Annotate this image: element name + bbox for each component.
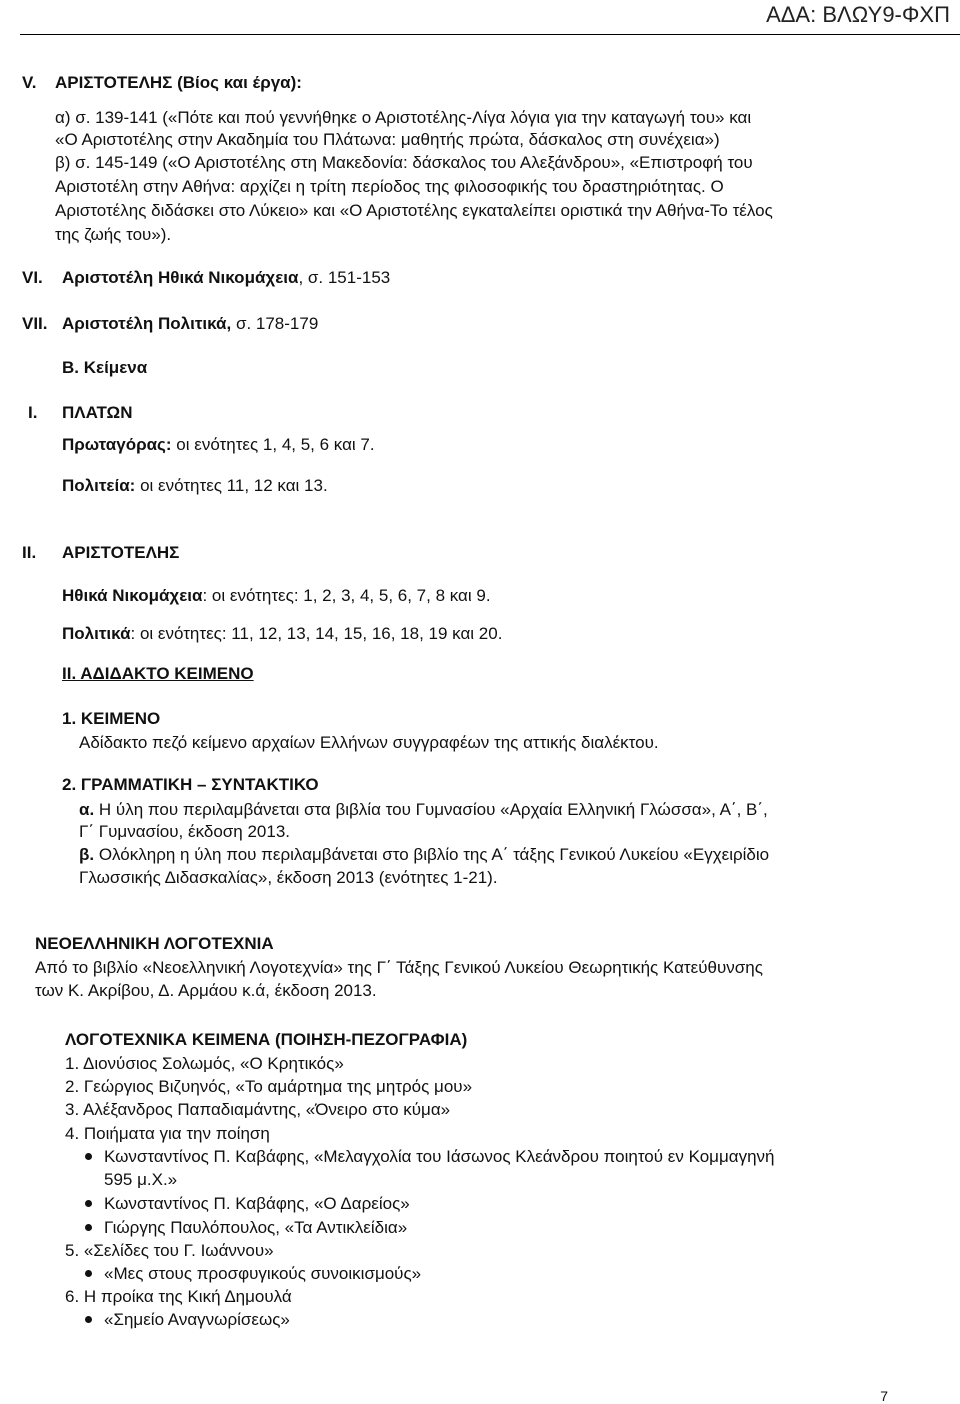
neoelliniki-heading: ΝΕΟΕΛΛΗΝΙΚΗ ΛΟΓΟΤΕΧΝΙΑ xyxy=(35,934,274,953)
grammatiki-a-line2: Γ΄ Γυμνασίου, έκδοση 2013. xyxy=(79,822,290,841)
section-v-line: της ζωής του»). xyxy=(55,225,172,244)
item-text: Ολόκληρη η ύλη που περιλαμβάνεται στο βιβλίο της Α΄ τάξης Γενικού Λυκείου «Εγχειρίδιο xyxy=(94,845,770,864)
keimena-heading: Β. Κείμενα xyxy=(62,358,148,377)
header-rule xyxy=(20,34,960,35)
neoelliniki-line: Από το βιβλίο «Νεοελληνική Λογοτεχνία» της Γ΄ Τάξης Γενικού Λυκείου Θεωρητικής Κατεύθυνσης xyxy=(35,958,763,977)
page-number: 7 xyxy=(880,1388,888,1404)
logotexnika-item: 2. Γεώργιος Βιζυηνός, «Το αμάρτημα της μητρός μου» xyxy=(65,1077,473,1096)
section-vii-number: VII. xyxy=(22,314,48,333)
poem-item-continued: 595 μ.Χ.» xyxy=(104,1170,178,1189)
section-vi-title: Αριστοτέλη Ηθικά Νικομάχεια xyxy=(62,268,299,287)
item-label: β. xyxy=(79,845,95,864)
work-sections: : οι ενότητες: 11, 12, 13, 14, 15, 16, 18, 19 και 20. xyxy=(130,624,503,643)
logotexnika-item: 6. Η προίκα της Κική Δημουλά xyxy=(65,1287,292,1306)
section-vi-line xyxy=(62,267,390,289)
platon-title: ΠΛΑΤΩΝ xyxy=(62,403,133,422)
section-v-line: Αριστοτέλης διδάσκει στο Λύκειο» και «Ο Αριστοτέλης εγκαταλείπει οριστικά την Αθήνα-Το τέλος xyxy=(55,201,773,220)
section-vii-line xyxy=(62,313,318,335)
work-sections: οι ενότητες 11, 12 και 13. xyxy=(135,476,328,495)
aristotelis-item xyxy=(62,623,502,645)
keimeno-text: Αδίδακτο πεζό κείμενο αρχαίων Ελλήνων συγγραφέων της αττικής διαλέκτου. xyxy=(79,733,659,752)
section-v-line: β) σ. 145-149 («Ο Αριστοτέλης στη Μακεδονία: δάσκαλος του Αλεξάνδρου», «Επιστροφή του xyxy=(55,153,753,172)
work-title: Πολιτεία: xyxy=(62,476,136,495)
bullet-icon xyxy=(85,1200,92,1207)
aristotelis-title: ΑΡΙΣΤΟΤΕΛΗΣ xyxy=(62,543,180,562)
bullet-icon xyxy=(85,1316,92,1323)
section-vii-pages: σ. 178-179 xyxy=(231,314,319,333)
item-text: Η ύλη που περιλαμβάνεται στα βιβλία του Γυμνασίου «Αρχαία Ελληνική Γλώσσα», Α΄, Β΄, xyxy=(94,800,768,819)
work-title: Πρωταγόρας: xyxy=(62,435,172,454)
work-title: Πολιτικά xyxy=(62,624,131,643)
logotexnika-item: 3. Αλέξανδρος Παπαδιαμάντης, «Όνειρο στο κύμα» xyxy=(65,1100,451,1119)
platon-item xyxy=(62,475,328,497)
adidakto-heading: ΙΙ. ΑΔΙΔΑΚΤΟ ΚΕΙΜΕΝΟ xyxy=(62,664,254,683)
aristotelis-number: ΙΙ. xyxy=(22,543,37,562)
neoelliniki-line: των Κ. Ακρίβου, Δ. Αρμάου κ.ά, έκδοση 2013. xyxy=(35,981,377,1000)
section-v-number: V. xyxy=(22,73,37,92)
grammatiki-b-line xyxy=(79,844,769,866)
section-v-title: ΑΡΙΣΤΟΤΕΛΗΣ (Βίος και έργα): xyxy=(55,73,302,92)
aristotelis-item xyxy=(62,585,491,607)
poem-item: Γιώργης Παυλόπουλος, «Τα Αντικλείδια» xyxy=(104,1218,408,1237)
section-v-line: «Ο Αριστοτέλης στην Ακαδημία του Πλάτωνα: μαθητής πρώτα, δάσκαλος στη συνέχεια») xyxy=(55,130,720,149)
bullet-icon xyxy=(85,1270,92,1277)
poem-item: «Μες στους προσφυγικούς συνοικισμούς» xyxy=(104,1264,422,1283)
logotexnika-item: 4. Ποιήματα για την ποίηση xyxy=(65,1124,270,1143)
platon-number: Ι. xyxy=(28,403,38,422)
grammatiki-b-line2: Γλωσσικής Διδασκαλίας», έκδοση 2013 (ενότητες 1-21). xyxy=(79,868,498,887)
logotexnika-heading: ΛΟΓΟΤΕΧΝΙΚΑ ΚΕΙΜΕΝΑ (ΠΟΙΗΣΗ-ΠΕΖΟΓΡΑΦΙΑ) xyxy=(65,1030,468,1049)
section-vii-title: Αριστοτέλη Πολιτικά, xyxy=(62,314,232,333)
section-vi-number: VI. xyxy=(22,268,43,287)
bullet-icon xyxy=(85,1153,92,1160)
section-vi-pages: , σ. 151-153 xyxy=(298,268,391,287)
poem-item: Κωνσταντίνος Π. Καβάφης, «Ο Δαρείος» xyxy=(104,1194,410,1213)
document-code-header: ΑΔΑ: ΒΛΩΥ9-ΦΧΠ xyxy=(766,2,950,27)
logotexnika-item: 5. «Σελίδες του Γ. Ιωάννου» xyxy=(65,1241,274,1260)
platon-item xyxy=(62,434,375,456)
item-label: α. xyxy=(79,800,95,819)
work-sections: : οι ενότητες: 1, 2, 3, 4, 5, 6, 7, 8 και 9. xyxy=(202,586,491,605)
work-title: Ηθικά Νικομάχεια xyxy=(62,586,203,605)
poem-item: «Σημείο Αναγνωρίσεως» xyxy=(104,1310,290,1329)
logotexnika-item: 1. Διονύσιος Σολωμός, «Ο Κρητικός» xyxy=(65,1054,344,1073)
section-v-line: α) σ. 139-141 («Πότε και πού γεννήθηκε ο Αριστοτέλης-Λίγα λόγια για την καταγωγή του» και xyxy=(55,108,752,127)
keimeno-title: 1. ΚΕΙΜΕΝΟ xyxy=(62,709,161,728)
grammatiki-a-line xyxy=(79,799,768,821)
poem-item: Κωνσταντίνος Π. Καβάφης, «Μελαγχολία του Ιάσωνος Κλεάνδρου ποιητού εν Κομμαγηνή xyxy=(104,1147,775,1166)
work-sections: οι ενότητες 1, 4, 5, 6 και 7. xyxy=(171,435,375,454)
grammatiki-title: 2. ΓΡΑΜΜΑΤΙΚΗ – ΣΥΝΤΑΚΤΙΚΟ xyxy=(62,775,319,794)
bullet-icon xyxy=(85,1224,92,1231)
section-v-line: Αριστοτέλη στην Αθήνα: αρχίζει η τρίτη περίοδος της φιλοσοφικής του δραστηριότητας. Ο xyxy=(55,177,724,196)
